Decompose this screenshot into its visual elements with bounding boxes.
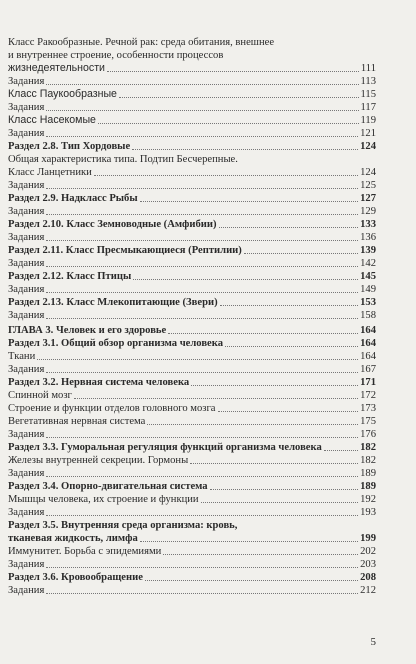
toc-title: Ткани	[8, 351, 36, 362]
toc-page-number: 124	[360, 167, 376, 178]
toc-page-number: 127	[360, 193, 376, 204]
dot-leader	[46, 437, 358, 438]
dot-leader	[119, 97, 359, 98]
toc-row	[8, 506, 376, 519]
toc-entry	[8, 571, 376, 584]
toc-row	[8, 101, 376, 114]
dot-leader	[46, 593, 358, 594]
toc-page-number: 193	[360, 507, 376, 518]
toc-entry	[8, 283, 376, 296]
toc-entry	[8, 75, 376, 88]
toc-page-number: 182	[360, 455, 376, 466]
dot-leader	[37, 359, 358, 360]
toc-title: Раздел 2.13. Класс Млекопитающие (Звери)	[8, 297, 218, 308]
toc-entry	[8, 179, 376, 192]
toc-row	[8, 428, 376, 441]
toc-title: Спинной мозг	[8, 390, 72, 401]
toc-entry	[8, 467, 376, 480]
toc-page-number: 176	[360, 429, 376, 440]
toc-row	[8, 389, 376, 402]
dot-leader	[201, 502, 359, 503]
dot-leader	[94, 175, 358, 176]
toc-page-number: 172	[360, 390, 376, 401]
toc-page-number: 164	[360, 325, 376, 336]
dot-leader	[168, 333, 358, 334]
toc-page-number: 129	[360, 206, 376, 217]
toc-page-number: 145	[360, 271, 376, 282]
toc-entry	[8, 257, 376, 270]
dot-leader	[46, 188, 358, 189]
toc-page-number: 113	[360, 76, 376, 87]
toc-entry	[8, 192, 376, 205]
toc-page-number: 153	[360, 297, 376, 308]
toc-row	[8, 283, 376, 296]
toc-page-number: 175	[360, 416, 376, 427]
toc-title: Задания	[8, 284, 45, 295]
dot-leader	[163, 554, 358, 555]
toc-row	[8, 309, 376, 322]
toc-row	[8, 179, 376, 192]
toc-page-number: 136	[360, 232, 376, 243]
toc-entry	[8, 480, 376, 493]
toc-title: Задания	[8, 429, 45, 440]
toc-row	[8, 127, 376, 140]
dot-leader	[46, 84, 358, 85]
toc-title: Иммунитет. Борьба с эпидемиями	[8, 546, 162, 557]
toc-entry	[8, 454, 376, 467]
dot-leader	[46, 266, 358, 267]
toc-page-number: 212	[360, 585, 376, 596]
toc-entry	[8, 114, 376, 127]
dot-leader	[225, 346, 358, 347]
toc-page-number: 208	[360, 572, 376, 583]
toc-page-number: 199	[360, 533, 376, 544]
toc-title: Раздел 2.10. Класс Земноводные (Амфибии)	[8, 219, 217, 230]
dot-leader	[147, 424, 358, 425]
toc-page-number: 111	[360, 63, 376, 74]
dot-leader	[132, 149, 358, 150]
toc-title: жизнедеятельности	[8, 62, 105, 74]
toc-row	[8, 558, 376, 571]
toc-page-number: 158	[360, 310, 376, 321]
dot-leader	[133, 279, 358, 280]
dot-leader	[46, 318, 358, 319]
toc-row	[8, 467, 376, 480]
toc-entry	[8, 244, 376, 257]
toc-page-number: 189	[360, 468, 376, 479]
toc-entry	[8, 376, 376, 389]
toc-title: Мышцы человека, их строение и функции	[8, 494, 199, 505]
toc-entry	[8, 231, 376, 244]
toc-title: Строение и функции отделов головного мозга	[8, 403, 216, 414]
toc-entry	[8, 350, 376, 363]
toc-entry	[8, 296, 376, 309]
toc-entry	[8, 506, 376, 519]
toc-title: Раздел 3.1. Общий обзор организма человека	[8, 338, 224, 349]
toc-entry-line: Общая характеристика типа. Подтип Бесчерепные.	[8, 154, 238, 165]
dot-leader	[46, 110, 358, 111]
toc-row	[8, 62, 376, 75]
toc-row	[8, 270, 376, 283]
toc-entry	[8, 428, 376, 441]
toc-title: Раздел 3.3. Гуморальная регуляция функций организма человека	[8, 442, 322, 453]
toc-row	[8, 140, 376, 153]
toc-row	[8, 114, 376, 127]
dot-leader	[140, 541, 358, 542]
toc-row	[8, 192, 376, 205]
toc-row	[8, 231, 376, 244]
toc-entry-line: Раздел 3.5. Внутренняя среда организма: кровь,	[8, 520, 238, 531]
toc-entry	[8, 205, 376, 218]
dot-leader	[46, 292, 358, 293]
toc-title: Задания	[8, 232, 45, 243]
toc-row	[8, 532, 376, 545]
toc-title: Раздел 3.2. Нервная система человека	[8, 377, 190, 388]
dot-leader	[46, 240, 358, 241]
toc-title: Задания	[8, 128, 45, 139]
toc-title: Железы внутренней секреции. Гормоны	[8, 455, 189, 466]
toc-row	[8, 296, 376, 309]
toc-entry	[8, 402, 376, 415]
toc-entry	[8, 88, 376, 101]
toc-page-number: 203	[360, 559, 376, 570]
toc-entry	[8, 36, 376, 75]
toc-page-number: 171	[360, 377, 376, 388]
toc-title: Раздел 2.8. Тип Хордовые	[8, 141, 131, 152]
toc-row	[8, 218, 376, 231]
toc-entry	[8, 324, 376, 337]
toc-title: тканевая жидкость, лимфа	[8, 533, 138, 544]
toc-title: Задания	[8, 559, 45, 570]
toc-row	[8, 244, 376, 257]
toc-title: Задания	[8, 180, 45, 191]
toc-row	[8, 480, 376, 493]
toc-page-number: 182	[360, 442, 376, 453]
toc-entry	[8, 363, 376, 376]
toc-page-number: 149	[360, 284, 376, 295]
toc-row	[8, 257, 376, 270]
toc-entry	[8, 558, 376, 571]
toc-page-number: 139	[360, 245, 376, 256]
dot-leader	[46, 567, 358, 568]
toc-entry	[8, 101, 376, 114]
dot-leader	[46, 476, 358, 477]
toc-page-number: 164	[360, 351, 376, 362]
toc-entry-line: Класс Ракообразные. Речной рак: среда обитания, внешнее	[8, 37, 275, 48]
toc-page-number: 119	[360, 115, 376, 126]
toc-row	[8, 493, 376, 506]
toc-title: Раздел 3.6. Кровообращение	[8, 572, 143, 583]
toc-row	[8, 324, 376, 337]
toc-title: Задания	[8, 258, 45, 269]
dot-leader	[46, 214, 358, 215]
dot-leader	[74, 398, 358, 399]
toc-row	[8, 75, 376, 88]
dot-leader	[98, 123, 359, 124]
table-of-contents	[8, 36, 376, 597]
toc-page-number: 142	[360, 258, 376, 269]
toc-page-number: 125	[360, 180, 376, 191]
dot-leader	[218, 411, 359, 412]
toc-entry	[8, 140, 376, 153]
toc-entry	[8, 415, 376, 428]
dot-leader	[324, 450, 358, 451]
toc-title: Раздел 3.4. Опорно-двигательная система	[8, 481, 208, 492]
toc-title: Раздел 2.12. Класс Птицы	[8, 271, 132, 282]
toc-page-number: 189	[360, 481, 376, 492]
toc-title: Класс Ланцетники	[8, 167, 92, 178]
toc-page-number: 173	[360, 403, 376, 414]
toc-row	[8, 415, 376, 428]
toc-title: Класс Насекомые	[8, 114, 96, 126]
toc-page-number: 192	[360, 494, 376, 505]
dot-leader	[46, 136, 358, 137]
toc-title: Задания	[8, 76, 45, 87]
toc-entry	[8, 519, 376, 545]
toc-entry	[8, 153, 376, 179]
toc-row	[8, 584, 376, 597]
toc-entry	[8, 270, 376, 283]
toc-page-number: 117	[360, 102, 376, 113]
toc-entry	[8, 389, 376, 402]
dot-leader	[210, 489, 359, 490]
toc-title: Класс Паукообразные	[8, 88, 117, 100]
toc-row	[8, 337, 376, 350]
dot-leader	[191, 385, 358, 386]
toc-title: Раздел 2.9. Надкласс Рыбы	[8, 193, 138, 204]
dot-leader	[46, 372, 358, 373]
toc-entry	[8, 337, 376, 350]
dot-leader	[190, 463, 358, 464]
toc-title: Задания	[8, 102, 45, 113]
toc-entry-line: и внутреннее строение, особенности процессов	[8, 50, 224, 61]
toc-entry	[8, 218, 376, 231]
dot-leader	[220, 305, 359, 306]
toc-page-number: 133	[360, 219, 376, 230]
toc-row	[8, 402, 376, 415]
toc-entry	[8, 127, 376, 140]
toc-row	[8, 376, 376, 389]
toc-title: Задания	[8, 585, 45, 596]
dot-leader	[219, 227, 359, 228]
toc-row	[8, 454, 376, 467]
dot-leader	[244, 253, 358, 254]
toc-row	[8, 350, 376, 363]
toc-title: ГЛАВА 3. Человек и его здоровье	[8, 325, 167, 336]
dot-leader	[140, 201, 358, 202]
toc-page-number: 167	[360, 364, 376, 375]
toc-page-number: 202	[360, 546, 376, 557]
toc-row	[8, 441, 376, 454]
toc-title: Задания	[8, 468, 45, 479]
toc-row	[8, 205, 376, 218]
toc-entry	[8, 545, 376, 558]
dot-leader	[145, 580, 358, 581]
toc-entry	[8, 309, 376, 322]
toc-row	[8, 571, 376, 584]
dot-leader	[107, 71, 359, 72]
toc-page-number: 164	[360, 338, 376, 349]
toc-title: Раздел 2.11. Класс Пресмыкающиеся (Рептилии)	[8, 245, 242, 256]
dot-leader	[46, 515, 358, 516]
toc-row	[8, 545, 376, 558]
toc-page-number: 124	[360, 141, 376, 152]
toc-row	[8, 166, 376, 179]
toc-row	[8, 363, 376, 376]
toc-page-number: 115	[360, 89, 376, 100]
toc-entry	[8, 584, 376, 597]
toc-entry	[8, 493, 376, 506]
toc-entry	[8, 441, 376, 454]
toc-title: Задания	[8, 310, 45, 321]
toc-title: Задания	[8, 507, 45, 518]
toc-title: Задания	[8, 364, 45, 375]
toc-row	[8, 88, 376, 101]
toc-title: Задания	[8, 206, 45, 217]
page-number: 5	[370, 636, 376, 648]
toc-page-number: 121	[360, 128, 376, 139]
toc-title: Вегетативная нервная система	[8, 416, 146, 427]
